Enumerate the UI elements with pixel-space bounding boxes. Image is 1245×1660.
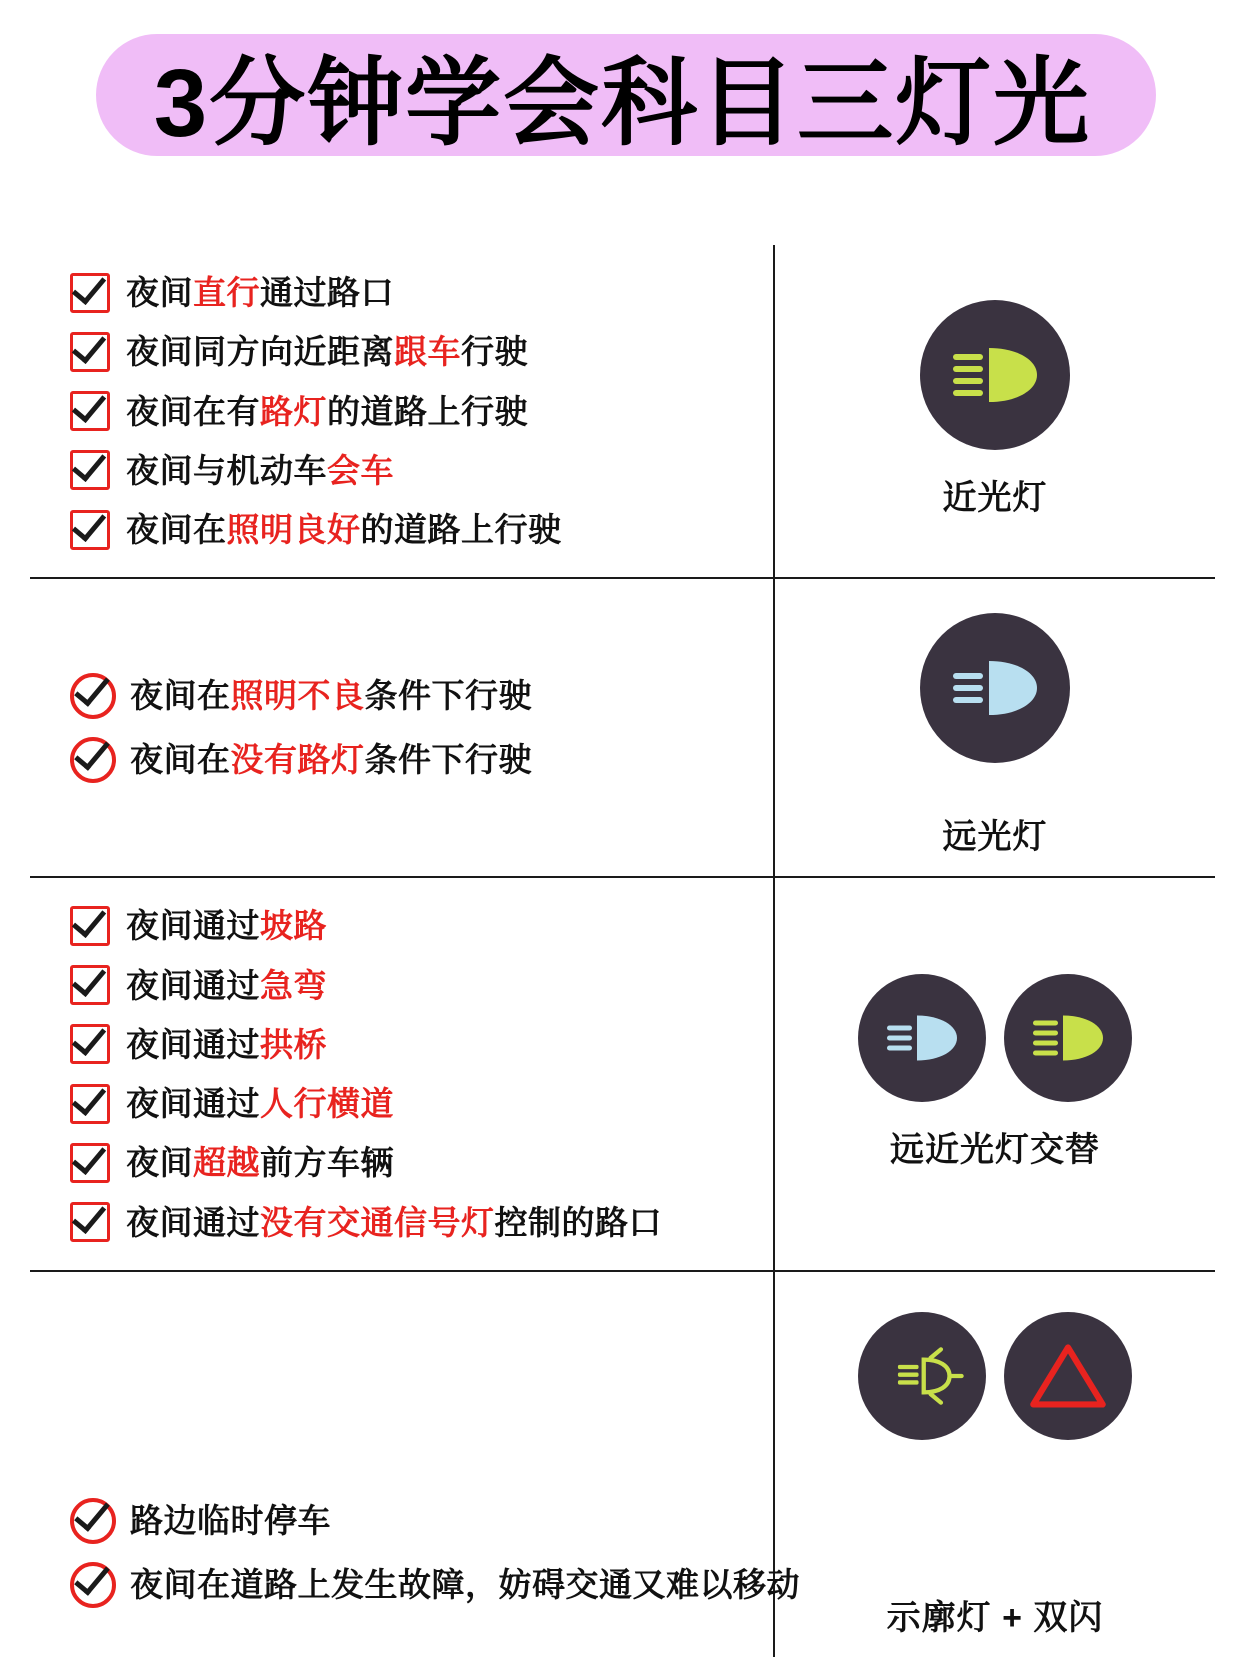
- checkbox-check-icon: [70, 273, 110, 313]
- list-item: [70, 965, 773, 1006]
- list-item-label: 路边临时停车: [130, 1502, 331, 1540]
- table-row: [30, 1270, 1215, 1657]
- icon-caption: 示廓灯 + 双闪: [886, 1598, 1104, 1637]
- icon-caption: 近光灯: [942, 478, 1048, 517]
- list-item-label: 夜间在有路灯的道路上行驶: [126, 392, 528, 430]
- list-item: [70, 1083, 773, 1124]
- list-item: [70, 737, 773, 783]
- list-item-label: 夜间通过没有交通信号灯控制的路口: [126, 1203, 662, 1241]
- list-item-label: 夜间在照明不良条件下行驶: [130, 677, 532, 715]
- icon-group: [920, 613, 1070, 763]
- checkbox-check-icon: [70, 906, 110, 946]
- high-beam-icon: [858, 974, 986, 1102]
- list-item: [70, 331, 773, 372]
- list-item: [70, 391, 773, 432]
- checkbox-check-icon: [70, 450, 110, 490]
- list-item: [70, 905, 773, 946]
- page-title: 3分钟学会科目三灯光: [153, 49, 1092, 157]
- high-beam-icon: [920, 613, 1070, 763]
- low-beam-icon: [920, 300, 1070, 450]
- table-row: [30, 245, 1215, 577]
- icon-group: [858, 974, 1132, 1102]
- list-item-label: 夜间在道路上发生故障，妨碍交通又难以移动: [130, 1566, 800, 1604]
- row-conditions-cell: [30, 579, 775, 876]
- circle-check-icon: [70, 1562, 116, 1608]
- row-icon-cell: [775, 878, 1215, 1270]
- table-row: [30, 876, 1215, 1270]
- row-conditions-cell: [30, 878, 775, 1270]
- hazard-lights-icon: [1004, 1312, 1132, 1440]
- list-item-label: 夜间直行通过路口: [126, 274, 394, 311]
- lights-table: [30, 245, 1215, 1657]
- list-item: [70, 1498, 773, 1544]
- list-item: [70, 1562, 800, 1608]
- list-item-label: 夜间通过人行横道: [126, 1085, 394, 1122]
- list-item-label: 夜间通过坡路: [126, 907, 327, 945]
- checkbox-check-icon: [70, 1143, 110, 1183]
- list-item-label: 夜间在没有路灯条件下行驶: [130, 741, 532, 779]
- checkbox-check-icon: [70, 965, 110, 1005]
- row-conditions-cell: [30, 1272, 800, 1657]
- list-item: [70, 509, 773, 550]
- icon-group: [858, 1312, 1132, 1440]
- list-item: [70, 1142, 773, 1183]
- list-item-label: 夜间同方向近距离跟车行驶: [126, 333, 528, 371]
- table-row: [30, 577, 1215, 876]
- checkbox-check-icon: [70, 332, 110, 372]
- checkbox-check-icon: [70, 391, 110, 431]
- clearance-lamp-icon: [858, 1312, 986, 1440]
- circle-check-icon: [70, 737, 116, 783]
- list-item: [70, 1024, 773, 1065]
- page-title-area: [0, 0, 1245, 190]
- icon-group: [920, 300, 1070, 450]
- list-item: [70, 673, 773, 719]
- list-item-label: 夜间与机动车会车: [126, 451, 394, 489]
- checkbox-check-icon: [70, 510, 110, 550]
- icon-caption: 远光灯: [942, 818, 1048, 857]
- list-item: [70, 272, 773, 313]
- row-icon-cell: [775, 1272, 1215, 1657]
- list-item-label: 夜间在照明良好的道路上行驶: [126, 511, 562, 548]
- list-item-label: 夜间通过拱桥: [126, 1025, 327, 1063]
- list-item-label: 夜间通过急弯: [126, 966, 327, 1004]
- low-beam-icon: [1004, 974, 1132, 1102]
- list-item: [70, 450, 773, 491]
- list-item: [70, 1202, 773, 1243]
- checkbox-check-icon: [70, 1084, 110, 1124]
- checkbox-check-icon: [70, 1024, 110, 1064]
- icon-caption: 远近光灯交替: [890, 1130, 1100, 1169]
- circle-check-icon: [70, 673, 116, 719]
- circle-check-icon: [70, 1498, 116, 1544]
- list-item-label: 夜间超越前方车辆: [126, 1144, 394, 1182]
- row-icon-cell: [775, 579, 1215, 876]
- row-conditions-cell: [30, 245, 775, 577]
- row-icon-cell: [775, 245, 1215, 577]
- checkbox-check-icon: [70, 1202, 110, 1242]
